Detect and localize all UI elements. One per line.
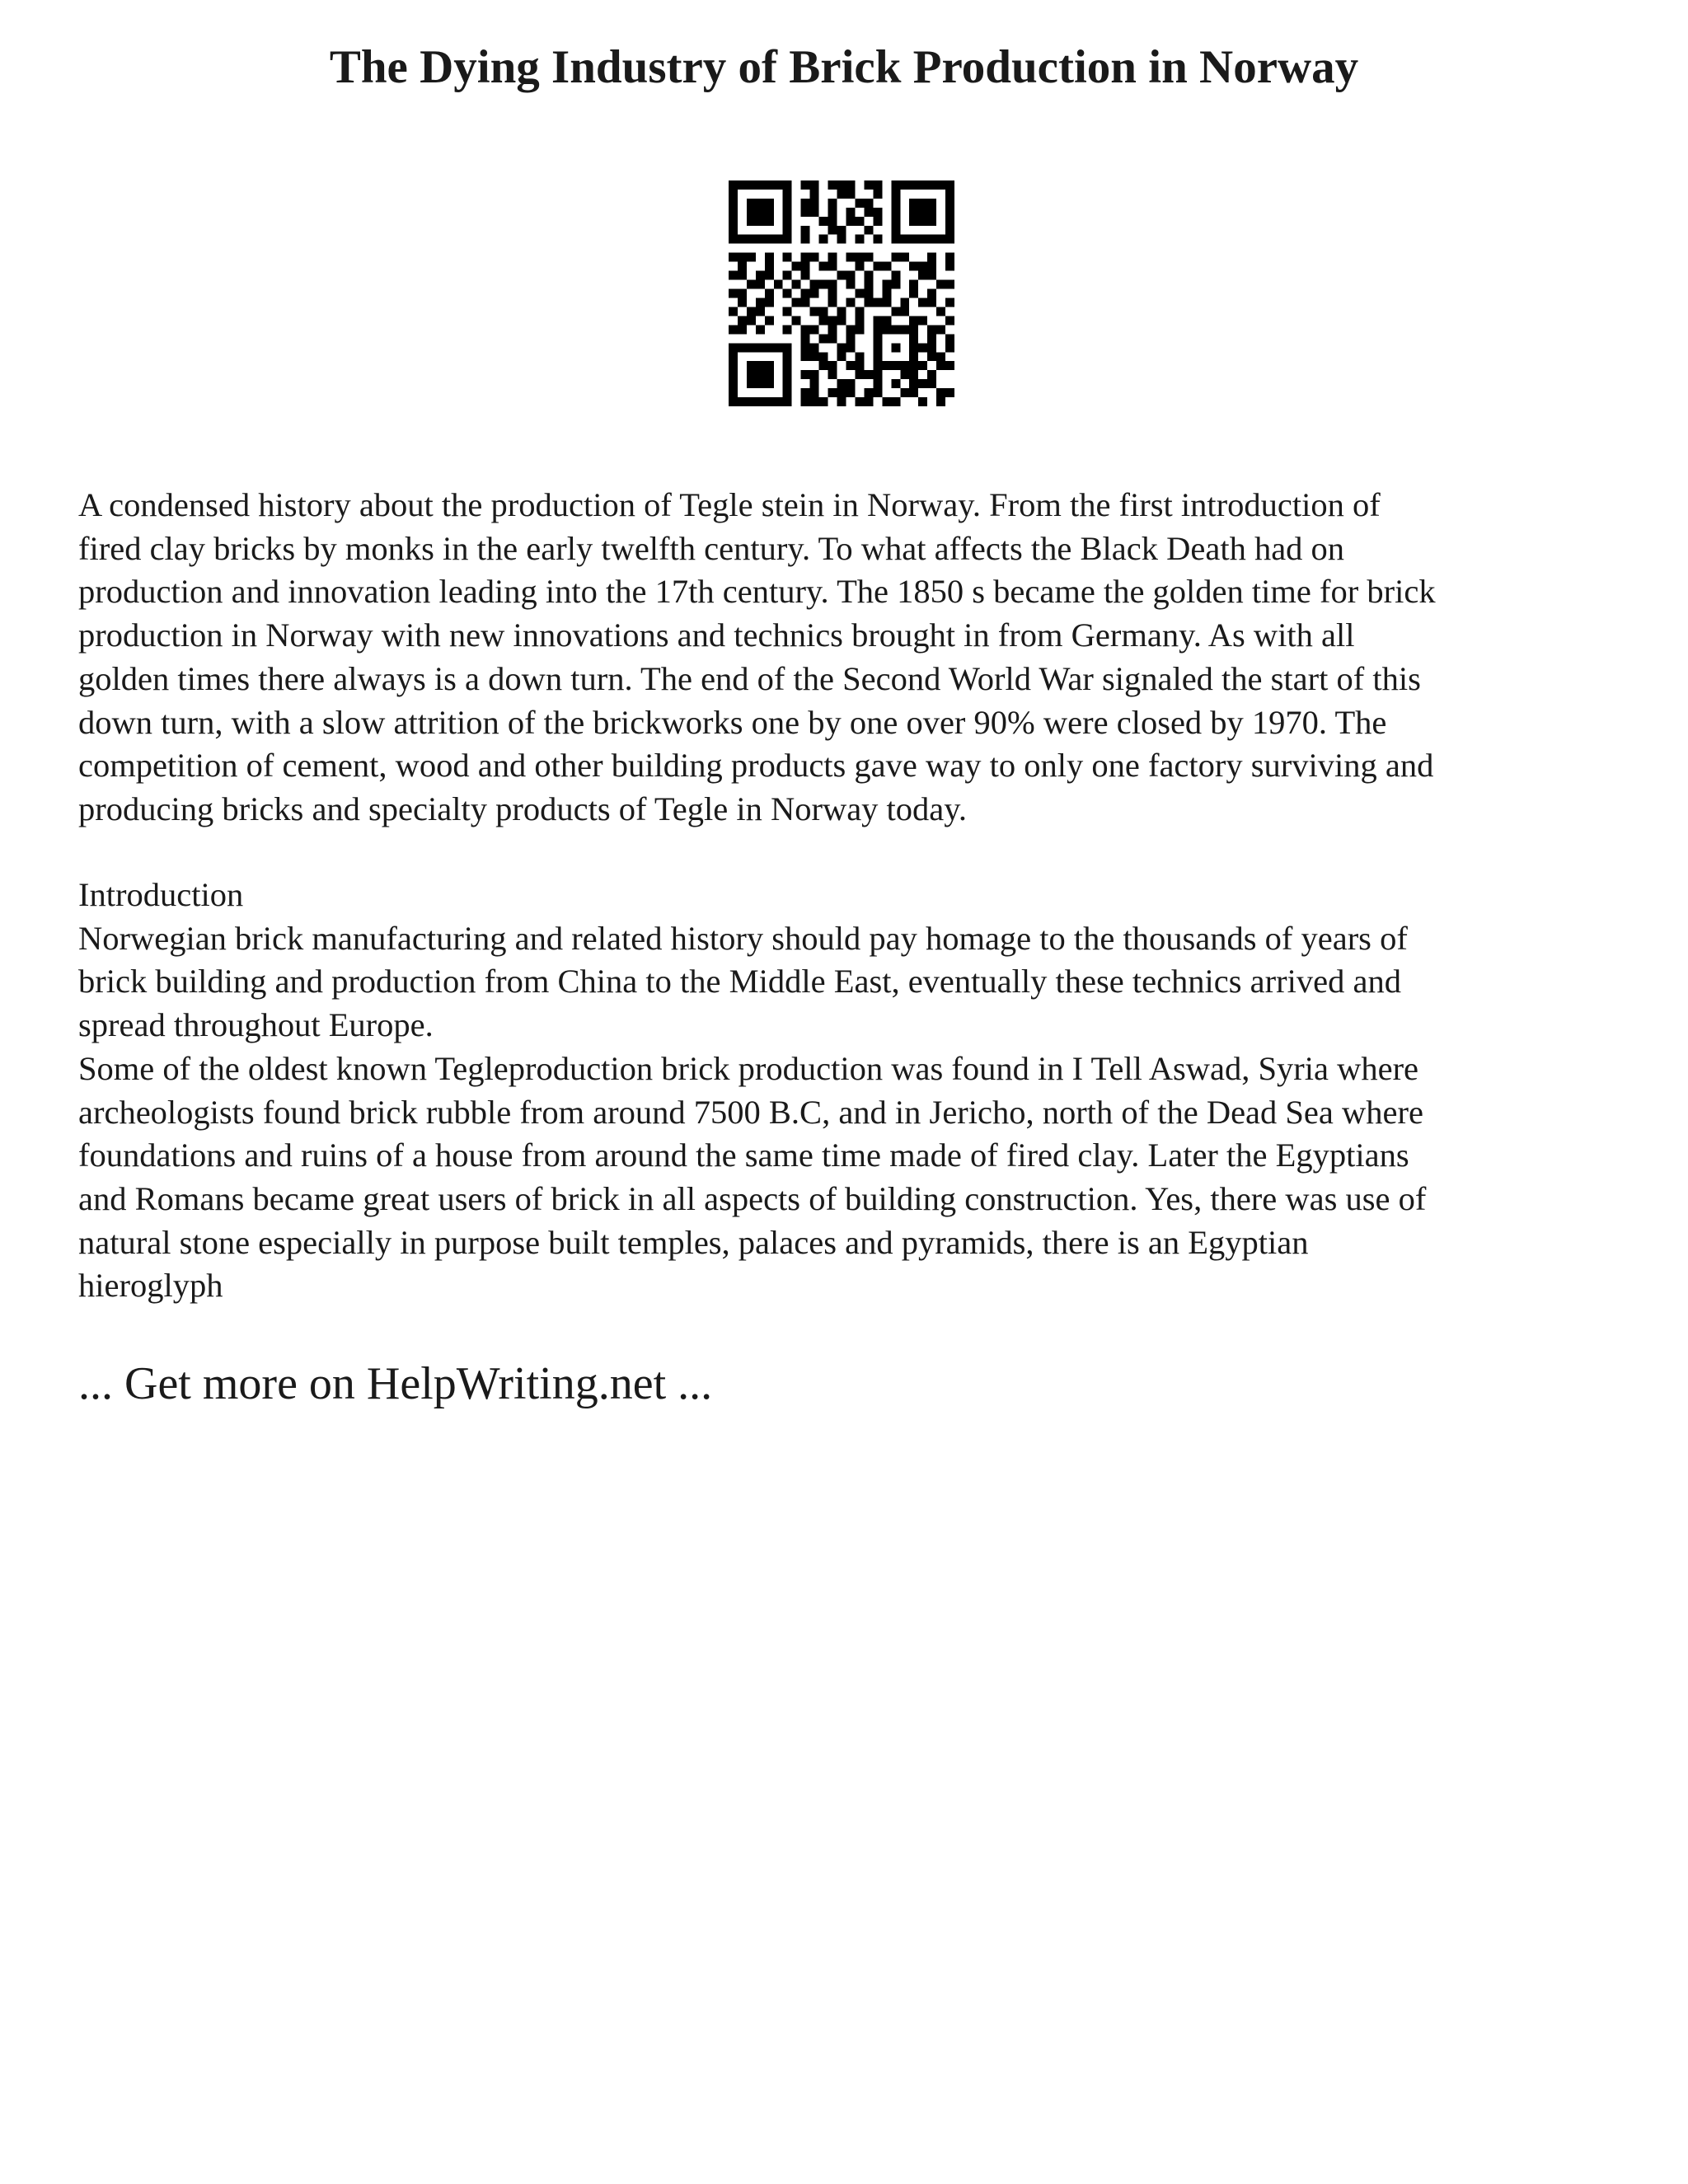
introduction-section [78,874,1620,1308]
introduction-line: archeologists found brick rubble from around 7500 B.C, and in Jericho, north of the Dead Sea where [78,1093,1423,1131]
introduction-line: Norwegian brick manufacturing and related history should pay homage to the thousands of years of [78,919,1408,957]
abstract-line: golden times there always is a down turn. The end of the Second World War signaled the start of this [78,659,1421,697]
introduction-line: foundations and ruins of a house from around the same time made of fired clay. Later the Egyptians [78,1137,1409,1174]
introduction-line: spread throughout Europe. [78,1006,434,1044]
introduction-line: brick building and production from China to the Middle East, eventually these technics arrived and [78,963,1401,1001]
introduction-line: Some of the oldest known Tegleproduction brick production was found in I Tell Aswad, Syria where [78,1049,1419,1087]
introduction-line: natural stone especially in purpose built temples, palaces and pyramids, there is an Egyptian [78,1223,1309,1261]
abstract-line: production and innovation leading into the 17th century. The 1850 s became the golden time for brick [78,573,1436,611]
introduction-line: hieroglyph [78,1267,223,1305]
abstract-line: competition of cement, wood and other building products gave way to only one factory surviving and [78,747,1434,785]
introduction-heading: Introduction [78,876,244,913]
qr-code-icon[interactable] [720,171,964,415]
abstract-line: A condensed history about the production of Tegle stein in Norway. From the first introduction of [78,486,1381,523]
abstract-line: down turn, with a slow attrition of the brickworks one by one over 90% were closed by 1970. The [78,703,1387,741]
abstract-line: producing bricks and specialty products of Tegle in Norway today. [78,790,968,827]
introduction-line: and Romans became great users of brick in all aspects of building construction. Yes, there was use of [78,1179,1427,1217]
abstract-paragraph [78,484,1620,832]
page-title: The Dying Industry of Brick Production in Norway [329,41,1359,93]
abstract-line: production in Norway with new innovations and technics brought in from Germany. As with all [78,616,1355,654]
abstract-line: fired clay bricks by monks in the early twelfth century. To what affects the Black Death had on [78,529,1345,567]
qr-code-graphic [720,171,964,415]
get-more-link[interactable]: ... Get more on HelpWriting.net ... [78,1358,713,1409]
